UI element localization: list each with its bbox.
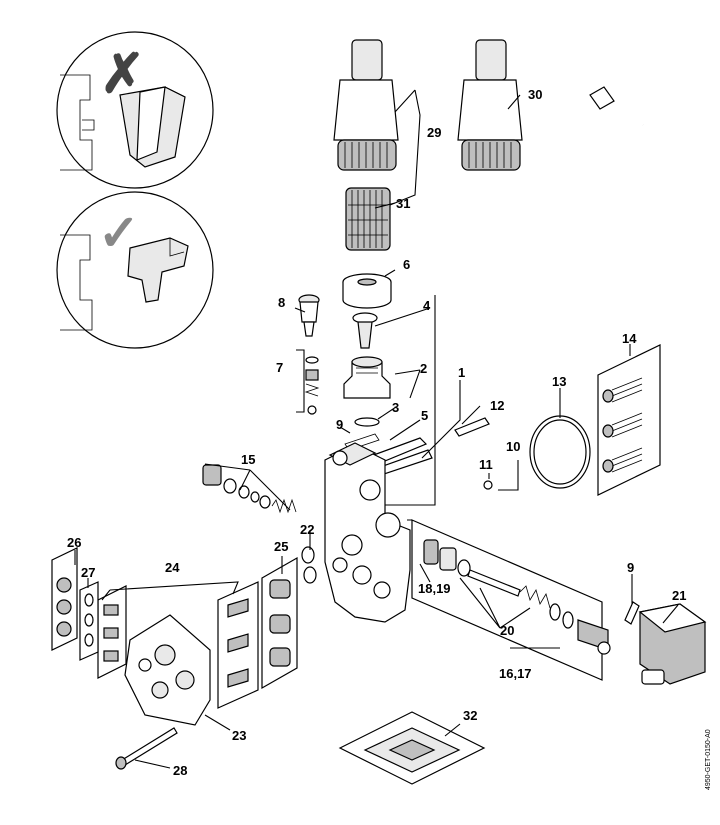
label-24: 24 bbox=[165, 560, 180, 575]
filter-housing-30 bbox=[458, 40, 522, 170]
valve-parts-7 bbox=[306, 357, 318, 414]
o-ring-kit-27 bbox=[80, 582, 98, 660]
label-30: 30 bbox=[528, 87, 543, 102]
strainer-31 bbox=[346, 188, 390, 250]
label-29: 29 bbox=[427, 125, 442, 140]
cross-icon: ✗ bbox=[100, 44, 146, 104]
valve-8 bbox=[299, 295, 319, 336]
valve-4 bbox=[353, 313, 377, 348]
housing-23 bbox=[125, 615, 210, 725]
o-ring-3 bbox=[355, 418, 379, 426]
label-23: 23 bbox=[232, 728, 247, 743]
label-16-17: 16,17 bbox=[499, 666, 532, 681]
label-4: 4 bbox=[423, 298, 431, 313]
label-13: 13 bbox=[552, 374, 567, 389]
label-5: 5 bbox=[421, 408, 429, 423]
connector-2 bbox=[344, 357, 390, 398]
label-15: 15 bbox=[241, 452, 256, 467]
seal-kit-26 bbox=[52, 548, 77, 650]
spring-kit-14 bbox=[598, 345, 660, 495]
checkmark-icon: ✓ bbox=[98, 205, 140, 261]
label-8: 8 bbox=[278, 295, 286, 310]
inset-correct bbox=[57, 192, 213, 348]
label-28: 28 bbox=[173, 763, 188, 778]
label-1: 1 bbox=[458, 365, 466, 380]
label-10: 10 bbox=[506, 439, 521, 454]
label-2: 2 bbox=[420, 361, 428, 376]
seal-kit-24-right bbox=[218, 582, 258, 708]
filter-housing-29 bbox=[334, 40, 398, 170]
unloader-valve-panel bbox=[412, 520, 610, 680]
drawing-code: 4950-GET-0150-A0 bbox=[705, 729, 712, 790]
label-12: 12 bbox=[490, 398, 505, 413]
inset-incorrect bbox=[57, 32, 213, 188]
ring-6 bbox=[343, 274, 391, 308]
label-22: 22 bbox=[300, 522, 315, 537]
label-14: 14 bbox=[622, 331, 637, 346]
label-31: 31 bbox=[396, 196, 411, 211]
label-27: 27 bbox=[81, 565, 96, 580]
label-25: 25 bbox=[274, 539, 289, 554]
label-9b: 9 bbox=[627, 560, 635, 575]
clip-12 bbox=[455, 418, 489, 436]
label-18-19: 18,19 bbox=[418, 581, 451, 596]
valve-kit-25 bbox=[262, 558, 297, 688]
o-ring-11 bbox=[484, 481, 492, 489]
clip-9-lower bbox=[625, 602, 639, 624]
label-26: 26 bbox=[67, 535, 82, 550]
switch-21 bbox=[640, 604, 705, 684]
o-ring-13 bbox=[530, 416, 590, 488]
label-11: 11 bbox=[479, 457, 493, 472]
o-rings-22 bbox=[302, 547, 316, 583]
label-7: 7 bbox=[276, 360, 284, 375]
label-21: 21 bbox=[672, 588, 687, 603]
label-32: 32 bbox=[463, 708, 478, 723]
label-9a: 9 bbox=[336, 417, 344, 432]
label-20: 20 bbox=[500, 623, 515, 638]
label-6: 6 bbox=[403, 257, 411, 272]
label-3: 3 bbox=[392, 400, 400, 415]
